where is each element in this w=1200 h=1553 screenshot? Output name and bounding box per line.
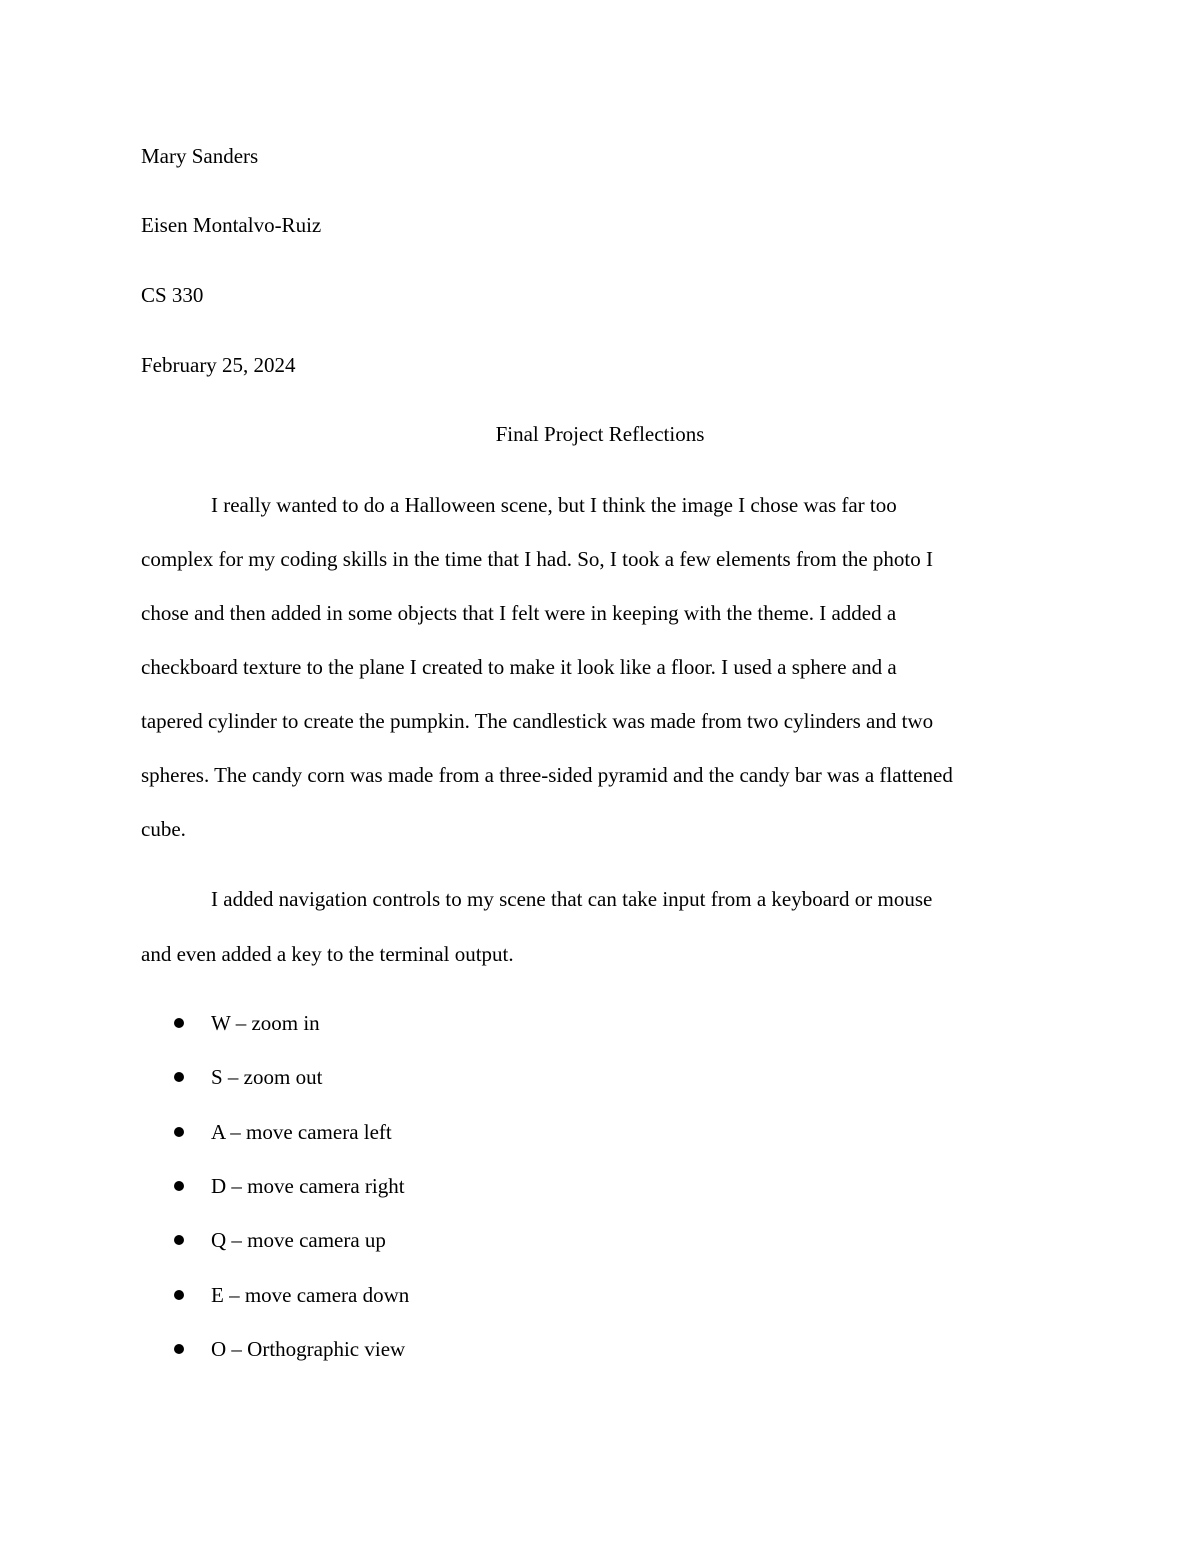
bullet-icon <box>174 1181 184 1191</box>
paragraph-line: cube. <box>141 817 186 841</box>
bullet-icon <box>174 1127 184 1137</box>
paragraph-line: complex for my coding skills in the time that I had. So, I took a few elements from the photo I <box>141 547 934 571</box>
paragraph-line: I really wanted to do a Halloween scene, but I think the image I chose was far too <box>211 493 897 517</box>
list-item-text: O – Orthographic view <box>211 1337 406 1361</box>
course-name: CS 330 <box>141 283 204 307</box>
list-item-text: S – zoom out <box>211 1065 323 1089</box>
list-item-text: D – move camera right <box>211 1174 405 1198</box>
bullet-icon <box>174 1235 184 1245</box>
bullet-icon <box>174 1072 184 1082</box>
document-title: Final Project Reflections <box>495 422 705 446</box>
paragraph-line: I added navigation controls to my scene that can take input from a keyboard or mouse <box>211 887 933 911</box>
paragraph-line: chose and then added in some objects that I felt were in keeping with the theme. I added a <box>141 601 897 625</box>
paragraph-line: and even added a key to the terminal output. <box>141 942 514 966</box>
bullet-icon <box>174 1344 184 1354</box>
instructor-name: Eisen Montalvo-Ruiz <box>141 213 322 237</box>
list-item-text: W – zoom in <box>211 1011 320 1035</box>
paragraph-line: tapered cylinder to create the pumpkin. The candlestick was made from two cylinders and two <box>141 709 934 733</box>
paragraph-line: spheres. The candy corn was made from a three-sided pyramid and the candy bar was a flattened <box>141 763 953 787</box>
bullet-icon <box>174 1290 184 1300</box>
list-item-text: A – move camera left <box>211 1120 392 1144</box>
bullet-icon <box>174 1018 184 1028</box>
list-item-text: Q – move camera up <box>211 1228 386 1252</box>
document-date: February 25, 2024 <box>141 353 296 377</box>
student-name: Mary Sanders <box>141 144 259 168</box>
list-item-text: E – move camera down <box>211 1283 410 1307</box>
paragraph-line: checkboard texture to the plane I created to make it look like a floor. I used a sphere and a <box>141 655 897 679</box>
